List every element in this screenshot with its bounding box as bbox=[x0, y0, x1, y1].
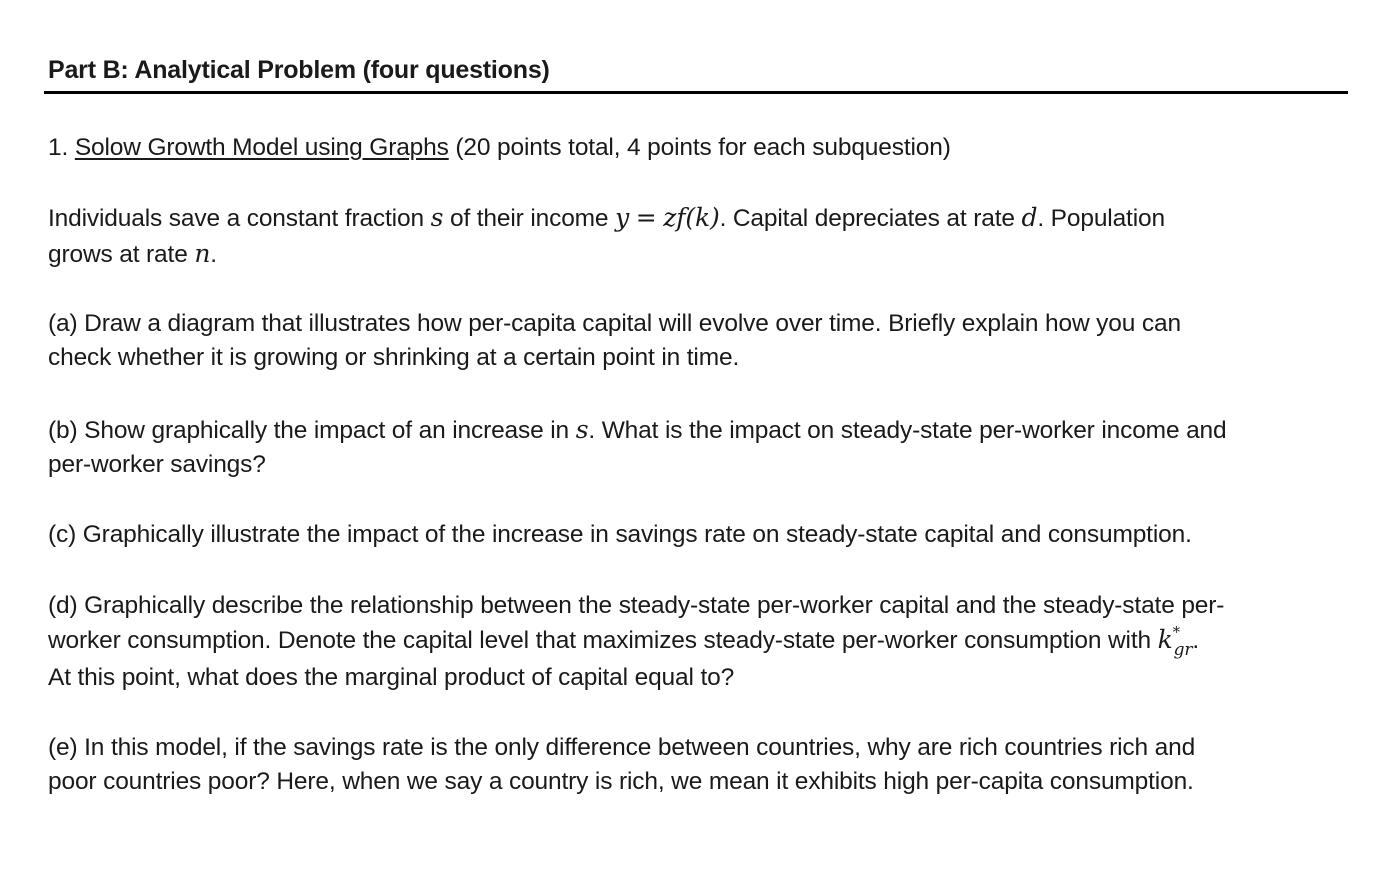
subquestion-c-line-1: (c) Graphically illustrate the impact of the increase in savings rate on steady-state capital and consumption. bbox=[48, 521, 1192, 548]
intro-text: of their income bbox=[449, 205, 609, 232]
math-y: y bbox=[615, 203, 630, 232]
math-n: n bbox=[194, 239, 211, 268]
math-k-subscript: gr bbox=[1173, 640, 1193, 660]
math-equals: = bbox=[635, 203, 657, 232]
math-k-base: k bbox=[1157, 625, 1173, 654]
question-title: Solow Growth Model using Graphs bbox=[74, 134, 449, 161]
heading-divider bbox=[44, 91, 1348, 94]
math-k-gr-star bbox=[1158, 625, 1193, 658]
math-s: s bbox=[430, 203, 444, 232]
math-zf: zf bbox=[663, 203, 686, 232]
intro-text: Individuals save a constant fraction bbox=[48, 205, 424, 232]
intro-line-2 bbox=[48, 239, 217, 270]
intro-text: . Capital depreciates at rate bbox=[719, 205, 1015, 232]
math-k: (k) bbox=[685, 203, 720, 232]
intro-text: . Population bbox=[1037, 205, 1165, 232]
subquestion-text: . bbox=[1192, 627, 1200, 654]
question-points: (20 points total, 4 points for each subquestion) bbox=[455, 134, 951, 161]
intro-text: grows at rate bbox=[48, 241, 188, 268]
intro-line-1 bbox=[48, 203, 1165, 234]
subquestion-text: . What is the impact on steady-state per-worker income and bbox=[588, 417, 1227, 444]
part-heading: Part B: Analytical Problem (four questions) bbox=[48, 56, 550, 84]
subquestion-text: worker consumption. Denote the capital level that maximizes steady-state per-worker consumption with bbox=[48, 627, 1151, 654]
math-s: s bbox=[575, 415, 589, 444]
subquestion-b-line-1 bbox=[48, 415, 1227, 446]
subquestion-b-line-2: per-worker savings? bbox=[48, 451, 266, 478]
subquestion-d-line-2 bbox=[48, 625, 1199, 658]
subquestion-d-line-1: (d) Graphically describe the relationship between the steady-state per-worker capital and the steady-state per- bbox=[48, 592, 1225, 619]
subquestion-e-line-2: poor countries poor? Here, when we say a country is rich, we mean it exhibits high per-capita consumption. bbox=[48, 768, 1194, 795]
subquestion-a-line-2: check whether it is growing or shrinking at a certain point in time. bbox=[48, 344, 740, 371]
intro-text: . bbox=[210, 241, 217, 268]
subquestion-text: (b) Show graphically the impact of an increase in bbox=[48, 417, 570, 444]
question-number: 1. bbox=[48, 134, 69, 161]
math-k-superscript: * bbox=[1172, 623, 1180, 641]
subquestion-a-line-1: (a) Draw a diagram that illustrates how per-capita capital will evolve over time. Briefly explain how you can bbox=[48, 310, 1181, 337]
question-1-heading bbox=[48, 133, 951, 163]
subquestion-d-line-3: At this point, what does the marginal product of capital equal to? bbox=[48, 664, 735, 691]
subquestion-e-line-1: (e) In this model, if the savings rate is the only difference between countries, why are rich countries rich and bbox=[48, 734, 1196, 761]
math-d: d bbox=[1021, 203, 1038, 232]
